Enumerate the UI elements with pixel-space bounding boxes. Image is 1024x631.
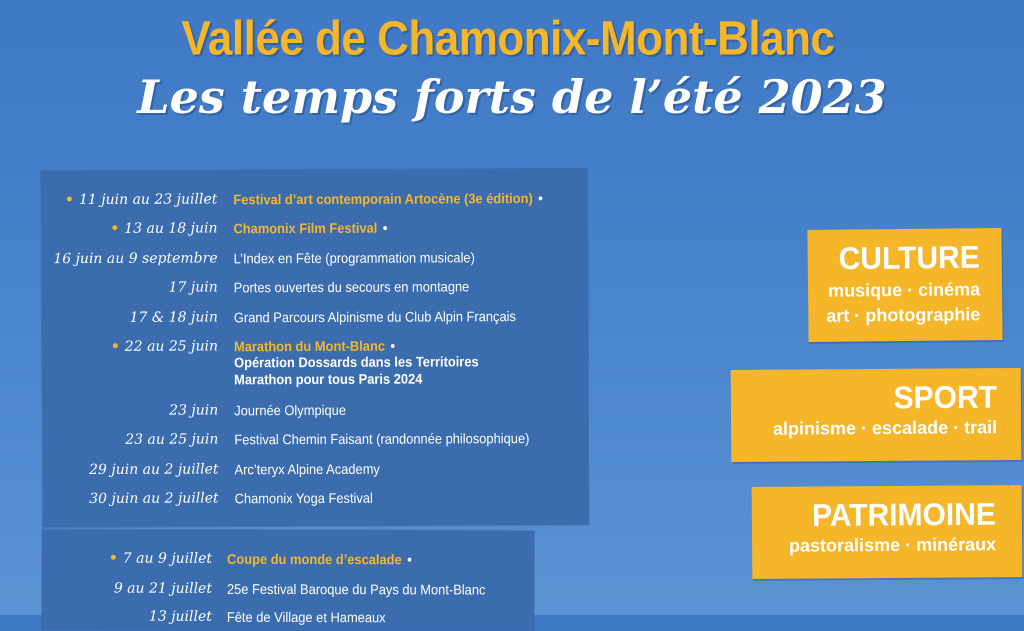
event-row xyxy=(42,550,534,568)
event-name: Festival Chemin Faisant (randonnée philosophique) xyxy=(234,430,530,448)
event-name: 25e Festival Baroque du Pays du Mont-Blanc xyxy=(226,580,486,598)
category-tags: pastoralisme · minéraux xyxy=(788,534,997,556)
event-row xyxy=(41,219,587,237)
category-tags: alpinisme · escalade · trail xyxy=(772,417,998,439)
event-row xyxy=(41,190,587,209)
event-date: 13 juillet xyxy=(148,608,212,625)
event-date: 29 juin au 2 juillet xyxy=(89,461,219,478)
category-sport xyxy=(731,368,1022,462)
bullet-icon: • xyxy=(538,190,543,207)
event-date: 17 & 18 juin xyxy=(129,309,218,326)
event-date: 16 juin au 9 septembre xyxy=(53,250,218,268)
bullet-icon: • xyxy=(382,219,388,236)
category-culture xyxy=(807,228,1002,342)
event-row xyxy=(42,608,534,626)
event-row xyxy=(42,401,588,419)
category-tags: musique · cinéma xyxy=(827,279,981,301)
event-name: Portes ouvertes du secours en montagne xyxy=(233,278,470,296)
event-date: 7 au 9 juillet xyxy=(122,550,213,567)
event-row xyxy=(42,308,588,326)
event-name: Grand Parcours Alpinisme du Club Alpin Français xyxy=(233,308,516,326)
events-panel-july xyxy=(42,529,534,630)
event-row xyxy=(42,249,588,268)
header xyxy=(0,11,1020,66)
category-tags: art · photographie xyxy=(826,304,981,326)
event-name: Chamonix Film Festival xyxy=(233,219,378,237)
page-subtitle: Les temps forts de l’été 2023 xyxy=(137,70,887,124)
event-date: 23 au 25 juin xyxy=(125,431,219,448)
event-date: 13 au 18 juin xyxy=(124,220,218,237)
event-row xyxy=(42,278,588,296)
event-subline: Marathon pour tous Paris 2024 xyxy=(234,370,423,388)
category-title: SPORT xyxy=(893,380,998,416)
event-name: Coupe du monde d’escalade xyxy=(227,550,402,568)
event-subline: Opération Dossards dans les Territoires xyxy=(234,353,479,371)
event-date: 23 juin xyxy=(169,402,219,419)
event-row xyxy=(42,580,534,598)
page-title: Vallée de Chamonix-Mont-Blanc xyxy=(181,11,835,66)
event-row xyxy=(42,430,588,448)
bullet-icon: • xyxy=(65,192,75,209)
event-date: 9 au 21 juillet xyxy=(113,580,212,597)
event-name: Festival d’art contemporain Artocène (3e édition) xyxy=(233,190,533,208)
category-title: PATRIMOINE xyxy=(811,497,997,534)
event-row xyxy=(42,337,588,388)
category-patrimoine xyxy=(752,485,1023,579)
event-name: Arc’teryx Alpine Academy xyxy=(234,460,380,478)
bullet-icon: • xyxy=(108,550,118,567)
category-title: CULTURE xyxy=(838,240,980,277)
events-panel-june xyxy=(41,169,589,527)
event-name: Marathon du Mont-Blanc xyxy=(233,337,386,355)
event-date: 17 juin xyxy=(168,279,218,296)
event-name: Fête de Village et Hameaux xyxy=(226,608,386,626)
event-date: 22 au 25 juin xyxy=(124,338,219,355)
event-row xyxy=(42,460,588,478)
event-date: 11 juin au 23 juillet xyxy=(78,191,218,209)
event-row xyxy=(43,489,589,507)
event-name: Chamonix Yoga Festival xyxy=(234,489,373,507)
bullet-icon: • xyxy=(390,337,396,354)
event-name: L’Index en Fête (programmation musicale) xyxy=(233,249,475,267)
event-name: Journée Olympique xyxy=(234,401,346,419)
bullet-icon: • xyxy=(110,338,120,355)
event-date: 30 juin au 2 juillet xyxy=(89,490,219,507)
bullet-icon: • xyxy=(407,551,412,568)
bullet-icon: • xyxy=(110,220,120,237)
